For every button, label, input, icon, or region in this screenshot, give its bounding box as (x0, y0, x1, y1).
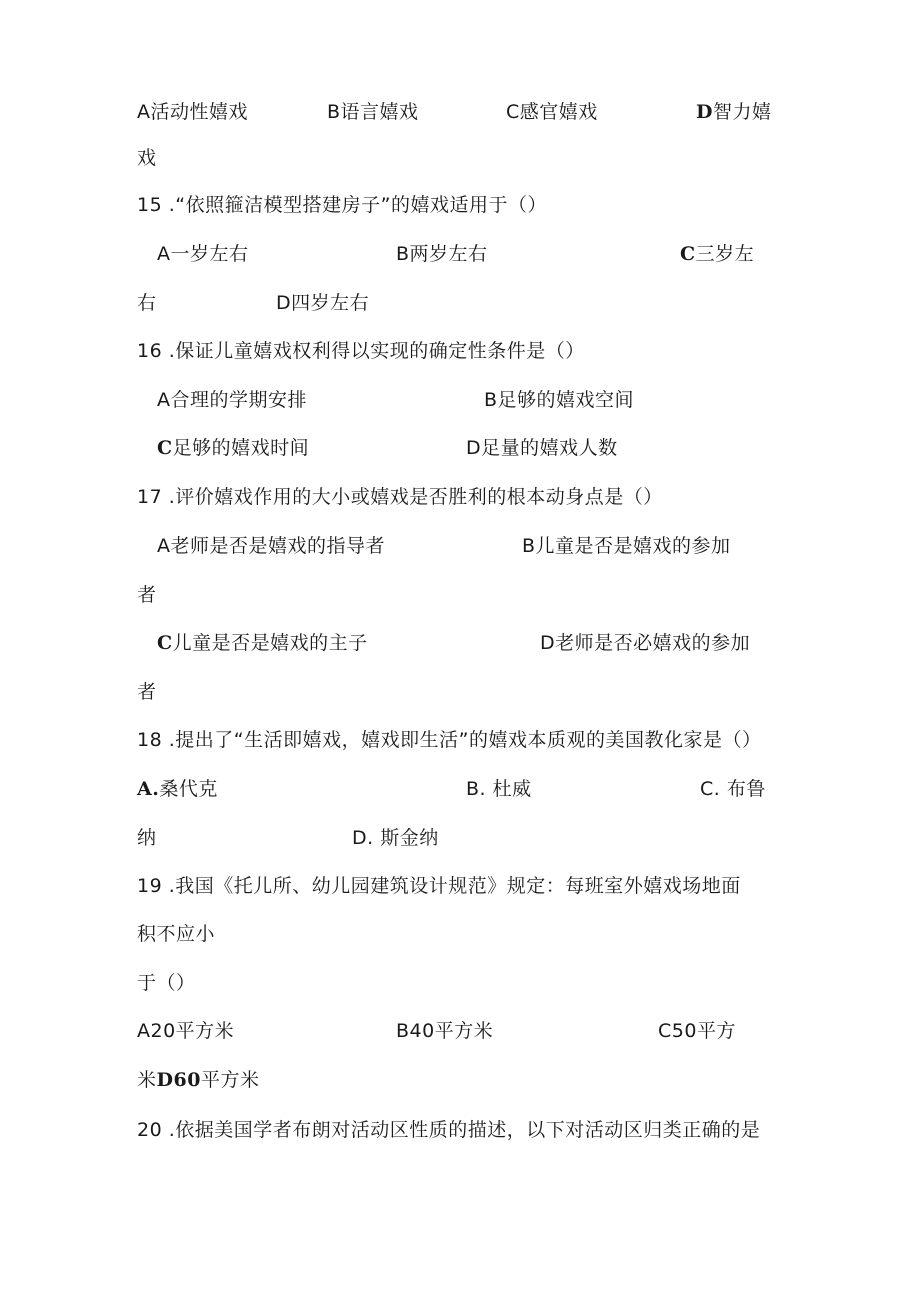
q19-option-d (137, 1068, 259, 1092)
q18-option-d: D. 斯金纳 (352, 827, 439, 849)
q19-option-d-bold: D60 (156, 1069, 201, 1091)
q16-question: 16 .保证儿童嬉戏权利得以实现的确定性条件是（） (137, 340, 585, 362)
q17-option-b-wrap: 者 (137, 584, 157, 606)
q17-question: 17 .评价嬉戏作用的大小或嬉戏是否胜利的根本动身点是（） (137, 486, 663, 508)
q19-option-c: C50平方 (658, 1020, 736, 1042)
q17-option-c (157, 631, 368, 655)
q14-option-d-text: 智力嬉 (712, 101, 772, 123)
q17-option-d: D老师是否必嬉戏的参加 (540, 632, 751, 654)
q18-option-a (137, 777, 218, 801)
q15-option-b: B两岁左右 (396, 243, 488, 265)
q19-question-line3: 于（） (137, 972, 196, 994)
q15-option-c-wrap: 右 (137, 292, 157, 314)
q20-question: 20 .依据美国学者布朗对活动区性质的描述，以下对活动区归类正确的是 (137, 1119, 761, 1141)
q16-option-a: A合理的学期安排 (157, 389, 307, 411)
q19-question-line2: 积不应小 (137, 923, 216, 945)
q18-option-c-wrap: 纳 (137, 827, 157, 849)
q16-option-b: B足够的嬉戏空间 (484, 389, 635, 411)
q17-option-b: B儿童是否是嬉戏的参加 (522, 535, 731, 557)
q19-option-b: B40平方米 (396, 1020, 494, 1042)
q15-option-d: D四岁左右 (276, 292, 370, 314)
q17-option-c-letter: C (157, 632, 173, 654)
q18-option-a-letter: A. (137, 778, 160, 800)
q15-option-c-text: 三岁左 (695, 243, 755, 265)
q16-option-d: D足量的嬉戏人数 (466, 437, 618, 459)
q14-option-d-letter: D (696, 101, 713, 123)
q17-option-a: A老师是否是嬉戏的指导者 (157, 535, 385, 557)
q19-question-line1: 19 .我国《托儿所、幼儿园建筑设计规范》规定：每班室外嬉戏场地面 (137, 875, 741, 897)
q19-option-d-text: 平方米 (200, 1069, 260, 1091)
q17-option-c-text: 儿童是否是嬉戏的主子 (172, 632, 368, 654)
q18-question: 18 .提出了“生活即嬉戏，嬉戏即生活”的嬉戏本质观的美国教化家是（） (137, 729, 762, 751)
q17-option-d-wrap: 者 (137, 681, 157, 703)
q16-option-c-text: 足够的嬉戏时间 (172, 437, 310, 459)
q14-option-d-wrap: 戏 (137, 147, 157, 169)
q15-question: 15 .“依照箍洁模型搭建房子”的嬉戏适用于（） (137, 194, 547, 216)
q15-option-a: A一岁左右 (157, 243, 249, 265)
q15-option-c (680, 242, 754, 266)
q14-option-c: C感官嬉戏 (506, 101, 598, 123)
q19-option-a: A20平方米 (137, 1020, 235, 1042)
q18-option-c: C. 布鲁 (700, 778, 766, 800)
q14-option-a: A活动性嬉戏 (137, 101, 248, 123)
q15-option-c-letter: C (680, 243, 696, 265)
q18-option-b: B. 杜威 (466, 778, 532, 800)
q16-option-c-letter: C (157, 437, 173, 459)
q14-option-d (696, 100, 772, 124)
q19-option-c-wrap: 米 (137, 1069, 157, 1091)
q14-option-b: B语言嬉戏 (327, 101, 419, 123)
q16-option-c (157, 436, 309, 460)
q18-option-a-text: 桑代克 (159, 778, 218, 800)
